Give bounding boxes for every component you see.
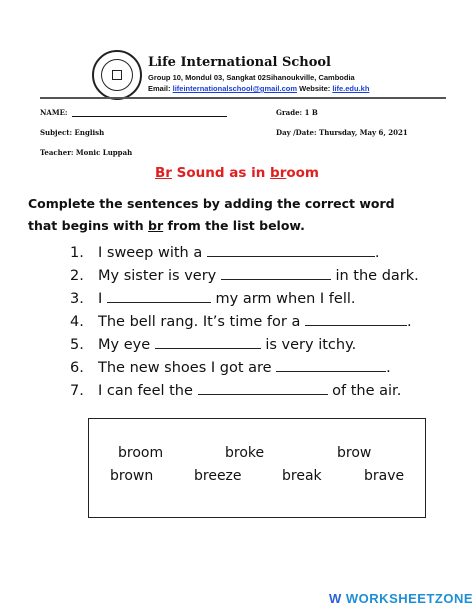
website-link[interactable]: life.edu.kh [332,84,370,93]
sentence-number: 3. [70,291,84,307]
sentence-tail: my arm when I fell. [210,291,356,307]
sentence-text: My sister is very [98,268,221,284]
sentence-6 [70,359,391,376]
email-label: Email: [148,84,171,93]
instructions-keyword: br [148,218,164,233]
sentence-tail: . [406,314,412,330]
word-bank-item: breeze [194,468,242,484]
sentence-tail: of the air. [327,383,402,399]
word-bank-item: broom [118,445,164,461]
sentence-text: The bell rang. It’s time for a [98,314,305,330]
email-link[interactable]: lifeinternationalschool@gmail.com [172,84,298,93]
worksheetzone-logo[interactable] [329,591,473,606]
answer-blank[interactable] [107,290,211,303]
date-text: Day /Date: Thursday, May 6, 2021 [276,128,408,137]
instructions-tail: from the list below. [163,218,305,233]
school-name: Life International School [148,55,331,70]
sentence-text: The new shoes I got are [98,360,277,376]
worksheet-title [0,165,474,181]
name-blank[interactable] [72,109,227,117]
sentence-5 [70,336,356,353]
brand-text: WORKSHEETZONE [345,591,474,606]
instructions [28,193,428,237]
sentence-tail: . [386,360,391,376]
answer-blank[interactable] [221,267,331,280]
name-field [40,108,227,117]
instructions-text: Complete the sentences by adding the correct word that begins with [28,196,395,233]
sentence-tail: is very itchy. [260,337,357,353]
sentence-number: 4. [70,314,84,330]
brand-w-icon: W [329,591,342,606]
word-bank-item: broke [225,445,265,461]
sentence-text: My eye [98,337,155,353]
teacher-text: Teacher: Monic Luppah [40,148,133,157]
sentence-3 [70,290,356,307]
school-logo [92,50,142,100]
subject-text: Subject: English [40,128,105,137]
title-br: Br [155,165,172,181]
sentence-4 [70,313,412,330]
sentence-2 [70,267,419,284]
word-bank-item: brown [110,468,154,484]
sentence-text: I can feel the [98,383,198,399]
title-end: oom [286,165,319,181]
sentence-number: 7. [70,383,84,399]
answer-blank[interactable] [155,336,261,349]
website-label: Website: [299,84,331,93]
word-bank-item: brave [364,468,405,484]
header-divider [40,97,446,99]
name-label: NAME: [40,108,68,117]
sentence-tail: in the dark. [330,268,419,284]
sentence-number: 6. [70,360,84,376]
sentence-7 [70,382,401,399]
sentence-number: 1. [70,245,84,261]
sentence-text: I sweep with a [98,245,207,261]
sentence-tail: . [374,245,380,261]
sentence-number: 5. [70,337,84,353]
title-br-2: br [270,165,287,181]
school-address: Group 10, Mondul 03, Sangkat 02Sihanoukville, Cambodia [148,73,355,82]
sentence-number: 2. [70,268,84,284]
sentence-1 [70,244,379,261]
answer-blank[interactable] [198,382,328,395]
answer-blank[interactable] [276,359,386,372]
answer-blank[interactable] [207,244,375,257]
grade-text: Grade: 1 B [276,108,318,117]
word-bank-item: brow [337,445,372,461]
sentence-text: I [98,291,107,307]
title-middle: Sound as in [171,165,271,181]
answer-blank[interactable] [305,313,407,326]
contact-line [148,84,369,93]
word-bank-item: break [282,468,322,484]
